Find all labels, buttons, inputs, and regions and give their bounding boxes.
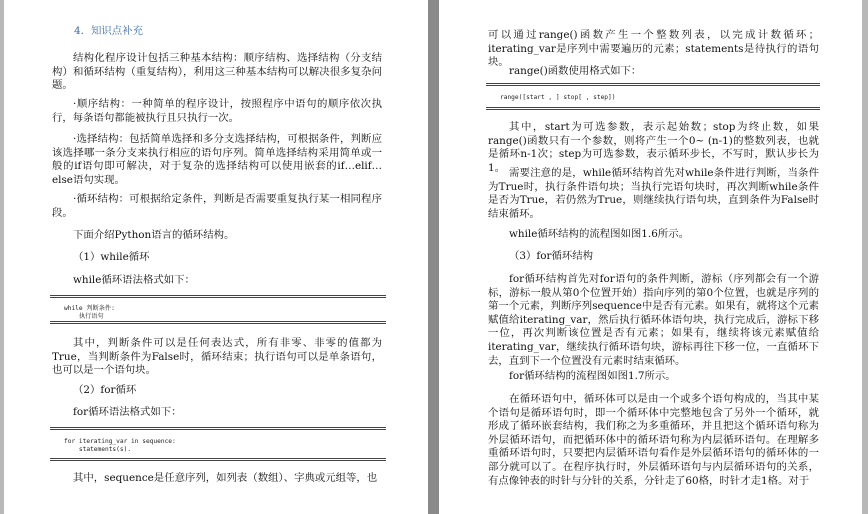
paragraph-for-flow: for循环结构首先对for语句的条件判断，游标（序列都会有一个游标，游标一般从第0个位置开始）指向序列的第0个位置，也就是序列的第一个元素，判断序列sequence中是否有元素。如果有，就将这个元素赋值给iterating_var，然后执行循环体语句块，执行完成后，游标下移一位，再次判断该位置是否有元素；如果有，继续将该元素赋值给iterating_var，继续执行循环语句块，游标再往下移一位，一直循环下去，直到下一个位置没有元素时结束循环。 <box>488 273 819 367</box>
page-gap <box>428 0 439 514</box>
code-block-for <box>50 427 386 461</box>
paragraph-range-usage-intro: range()函数使用格式如下： <box>509 65 642 77</box>
paragraph-range-parameters: 其中，start为可选参数，表示起始数；stop为终止数，如果range()函数只有一个参数，则将产生一个0~ (n-1)的整数列表，也就是循环n-1次；step为可选参数，表示循环步长，不写时，默认步长为1。 <box>488 121 819 174</box>
paragraph-while-figure-ref: while循环结构的流程图如图1.6所示。 <box>509 228 689 240</box>
paragraph-while-flow: 需要注意的是，while循环结构首先对while条件进行判断，当条件为True时，执行条件语句块；当执行完语句块时，再次判断while条件是否为True，若仍然为True，则继续执行语句块，直到条件为False时结束循环。 <box>488 167 819 220</box>
code-for-syntax: for iterating_var in sequence: statements(s). <box>64 438 176 453</box>
code-bottom-rule <box>50 458 386 461</box>
section-heading: 4．知识点补充 <box>74 25 143 37</box>
subheading-while-loop: （1）while循环 <box>73 251 150 263</box>
paragraph-while-explanation: 其中，判断条件可以是任何表达式，所有非零、非零的值都为True，当判断条件为False时，循环结束；执行语句可以是单条语句，也可以是一个语句块。 <box>52 337 382 377</box>
document-page-right <box>439 0 862 514</box>
code-block-range <box>486 83 820 110</box>
code-bottom-rule <box>50 321 386 324</box>
code-bottom-rule <box>486 107 820 110</box>
code-block-while <box>50 295 386 324</box>
paragraph-range-continuation: 可以通过range()函数产生一个整数列表，以完成计数循环；iterating_var是序列中需要遍历的元素；statements是待执行的语句块。 <box>488 29 819 69</box>
paragraph-intro-loops: 下面介绍Python语言的循环结构。 <box>73 229 235 241</box>
paragraph-while-syntax-intro: while循环语法格式如下： <box>73 274 195 286</box>
paragraph-structured-programming: 结构化程序设计包括三种基本结构：顺序结构、选择结构（分支结构）和循环结构（重复结构），利用这三种基本结构可以解决很多复杂问题。 <box>52 52 382 92</box>
code-range-syntax: range([start , ] stop[ , step]) <box>500 94 616 101</box>
paragraph-sequence-structure: ·顺序结构：一种简单的程序设计，按照程序中语句的顺序依次执行，每条语句都能被执行且只执行一次。 <box>52 98 382 124</box>
paragraph-for-figure-ref: for循环结构的流程图如图1.7所示。 <box>509 370 676 382</box>
paragraph-loop-structure: ·循环结构：可根据给定条件，判断是否需要重复执行某一相同程序段。 <box>52 193 382 219</box>
subheading-for-structure: （3）for循环结构 <box>509 250 594 262</box>
paragraph-selection-structure: ·选择结构：包括简单选择和多分支选择结构，可根据条件，判断应该选择哪一条分支来执行相应的语句序列。简单选择结构采用简单或一般的if语句即可解决，对于复杂的选择结构可以使用嵌套的if…elif…else语句实现。 <box>52 133 382 186</box>
subheading-for-loop: （2）for循环 <box>73 384 137 396</box>
code-while-syntax: while 判断条件: 执行语句 <box>64 305 115 320</box>
paragraph-sequence-explanation: 其中，sequence是任意序列，如列表（数组）、字典或元组等，也 <box>73 472 378 484</box>
paragraph-nested-loops: 在循环语句中，循环体可以是由一个或多个语句构成的，当其中某个语句是循环语句时，即一个循环体中完整地包含了另外一个循环，就形成了循环嵌套结构，我们称之为多重循环，并且把这个循环语句称为外层循环语句，而把循环体中的循环语句称为内层循环语句。在理解多重循环语句时，只要把内层循环语句看作是外层循环语句的循环体的一部分就可以了。在程序执行时，外层循环语句与内层循环语句的关系，有点像钟表的时针与分针的关系，分针走了60格，时针才走1格。对于 <box>488 393 819 487</box>
paragraph-for-syntax-intro: for循环语法格式如下： <box>73 406 182 418</box>
viewer-margin-right <box>862 0 868 514</box>
document-page-left <box>4 0 428 514</box>
